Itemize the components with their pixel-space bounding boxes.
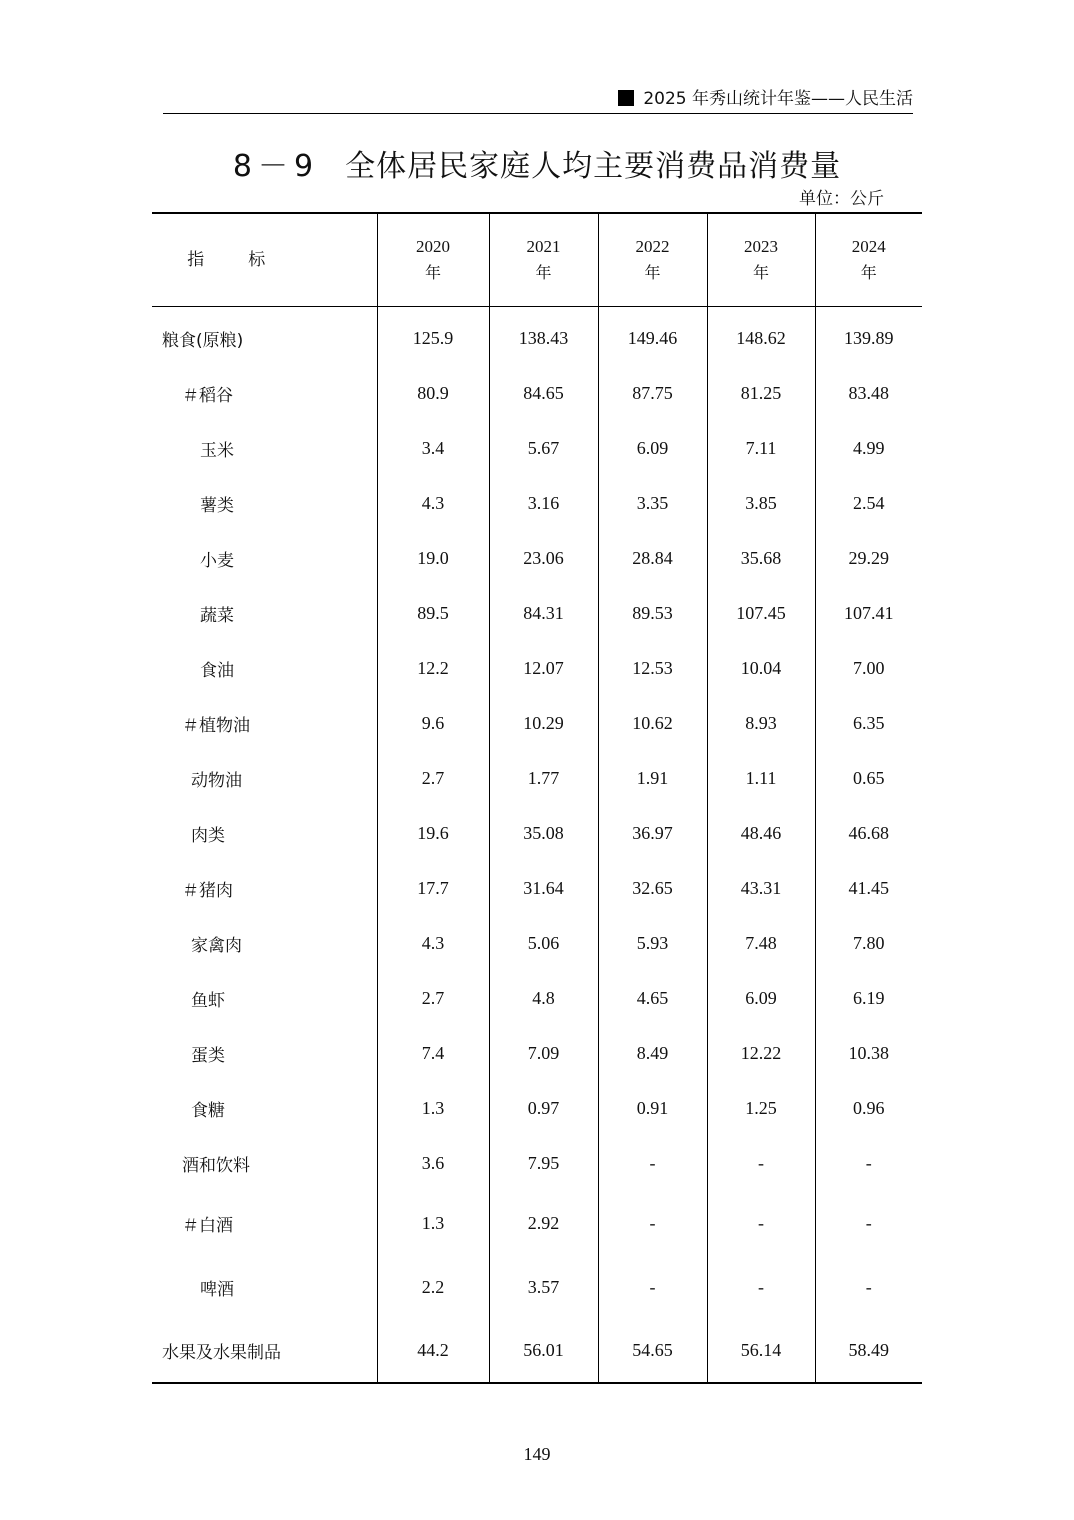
table-cell: 149.46 — [598, 307, 707, 367]
table-cell: 35.08 — [489, 806, 598, 861]
table-cell: 10.62 — [598, 696, 707, 751]
year-number: 2022 — [635, 237, 670, 256]
table-cell: 3.4 — [377, 421, 489, 476]
table-cell: 8.49 — [598, 1026, 707, 1081]
year-unit: 年 — [424, 263, 441, 282]
indicator-header-text: 指标 — [187, 250, 310, 270]
table-cell: 12.53 — [598, 641, 707, 696]
unit-label: 单位：公斤 — [799, 189, 884, 209]
row-label: 蛋类 — [191, 1046, 225, 1066]
table-cell: 2.54 — [815, 476, 922, 531]
row-label: 肉类 — [191, 826, 225, 846]
year-column-header — [707, 213, 815, 307]
row-label: ＃稻谷 — [182, 386, 233, 406]
table-cell: 148.62 — [707, 307, 815, 367]
table-cell: 3.6 — [377, 1136, 489, 1191]
table-cell: 3.16 — [489, 476, 598, 531]
table-cell: 23.06 — [489, 531, 598, 586]
table-cell: 43.31 — [707, 861, 815, 916]
table-cell: 7.00 — [815, 641, 922, 696]
table-cell: 0.96 — [815, 1081, 922, 1136]
table-cell: 138.43 — [489, 307, 598, 367]
table-row — [152, 1255, 922, 1319]
table-cell: 56.14 — [707, 1319, 815, 1383]
table-cell: 12.07 — [489, 641, 598, 696]
table-cell: 2.2 — [377, 1255, 489, 1319]
row-label: 动物油 — [191, 771, 242, 791]
table-cell: - — [598, 1191, 707, 1255]
table-cell: 10.04 — [707, 641, 815, 696]
table-cell: 8.93 — [707, 696, 815, 751]
table-cell: 5.06 — [489, 916, 598, 971]
table-cell: 84.65 — [489, 366, 598, 421]
year-unit: 年 — [752, 263, 769, 282]
table-cell: 36.97 — [598, 806, 707, 861]
black-square-icon — [618, 90, 634, 106]
table-cell: 83.48 — [815, 366, 922, 421]
row-label: ＃猪肉 — [182, 881, 233, 901]
consumption-table — [152, 212, 922, 1384]
table-cell: 35.68 — [707, 531, 815, 586]
table-title: 全体居民家庭人均主要消费品消费量 — [345, 149, 842, 185]
table-cell: 4.3 — [377, 916, 489, 971]
row-label: ＃植物油 — [182, 716, 250, 736]
year-number: 2023 — [744, 237, 778, 256]
table-cell: 139.89 — [815, 307, 922, 367]
table-cell: 81.25 — [707, 366, 815, 421]
row-label: 蔬菜 — [200, 606, 234, 626]
table-cell: 4.99 — [815, 421, 922, 476]
table-cell: 0.65 — [815, 751, 922, 806]
table-cell: 19.6 — [377, 806, 489, 861]
table-row — [152, 531, 922, 586]
year-number: 2020 — [416, 237, 450, 256]
table-cell: 2.7 — [377, 751, 489, 806]
table-cell: 0.97 — [489, 1081, 598, 1136]
table-cell: 7.09 — [489, 1026, 598, 1081]
row-label: 玉米 — [200, 441, 234, 461]
table-cell: 1.25 — [707, 1081, 815, 1136]
table-cell: - — [815, 1255, 922, 1319]
table-row — [152, 751, 922, 806]
table-cell: 6.19 — [815, 971, 922, 1026]
row-label: 鱼虾 — [191, 991, 225, 1011]
table-cell: 2.92 — [489, 1191, 598, 1255]
table-row — [152, 696, 922, 751]
table-cell: - — [707, 1191, 815, 1255]
row-label: 家禽肉 — [191, 936, 242, 956]
table-cell: 4.8 — [489, 971, 598, 1026]
table-cell: 6.35 — [815, 696, 922, 751]
table-cell: 1.3 — [377, 1081, 489, 1136]
table-cell: 7.48 — [707, 916, 815, 971]
table-cell: 84.31 — [489, 586, 598, 641]
row-label: 小麦 — [200, 551, 234, 571]
table-cell: 19.0 — [377, 531, 489, 586]
year-unit: 年 — [860, 263, 877, 282]
table-cell: 29.29 — [815, 531, 922, 586]
table-cell: - — [598, 1255, 707, 1319]
table-row — [152, 307, 922, 367]
table-cell: 3.57 — [489, 1255, 598, 1319]
row-label: 食油 — [200, 661, 234, 681]
table-cell: 41.45 — [815, 861, 922, 916]
table-cell: 6.09 — [598, 421, 707, 476]
table-number: 8－9 — [232, 149, 320, 185]
table-cell: 1.3 — [377, 1191, 489, 1255]
table-cell: 31.64 — [489, 861, 598, 916]
table-row — [152, 1136, 922, 1191]
table-row — [152, 1191, 922, 1255]
running-header-text: 2025 年秀山统计年鉴——人民生活 — [643, 89, 913, 109]
table-row — [152, 1319, 922, 1383]
table-row — [152, 641, 922, 696]
table-cell: 107.45 — [707, 586, 815, 641]
table-cell: 44.2 — [377, 1319, 489, 1383]
table-cell: 32.65 — [598, 861, 707, 916]
table-cell: 89.5 — [377, 586, 489, 641]
page-number: 149 — [523, 1444, 551, 1464]
table-cell: - — [815, 1191, 922, 1255]
row-label: 食糖 — [191, 1101, 225, 1121]
year-column-header — [815, 213, 922, 307]
table-cell: 10.29 — [489, 696, 598, 751]
table-cell: 87.75 — [598, 366, 707, 421]
table-row — [152, 1081, 922, 1136]
year-column-header — [377, 213, 489, 307]
table-cell: 58.49 — [815, 1319, 922, 1383]
table-cell: 0.91 — [598, 1081, 707, 1136]
year-unit: 年 — [644, 263, 661, 282]
table-cell: 56.01 — [489, 1319, 598, 1383]
page-title — [0, 146, 1074, 188]
table-cell: 46.68 — [815, 806, 922, 861]
table-cell: 7.95 — [489, 1136, 598, 1191]
table-cell: 7.80 — [815, 916, 922, 971]
year-number: 2024 — [851, 237, 886, 256]
row-label: 薯类 — [200, 496, 234, 516]
table-cell: - — [707, 1136, 815, 1191]
table-cell: - — [707, 1255, 815, 1319]
table-cell: 2.7 — [377, 971, 489, 1026]
table-cell: 12.22 — [707, 1026, 815, 1081]
table-header — [152, 213, 922, 307]
running-header — [163, 86, 913, 114]
table-cell: 3.35 — [598, 476, 707, 531]
header-row — [152, 213, 922, 307]
table-cell: 1.91 — [598, 751, 707, 806]
table-cell: 80.9 — [377, 366, 489, 421]
year-number: 2021 — [526, 237, 561, 256]
table-cell: 1.11 — [707, 751, 815, 806]
table-cell: - — [815, 1136, 922, 1191]
table-cell: 5.67 — [489, 421, 598, 476]
row-label: 粮食(原粮) — [162, 331, 244, 351]
table-cell: 4.65 — [598, 971, 707, 1026]
table-cell: 4.3 — [377, 476, 489, 531]
indicator-column-header — [152, 213, 377, 307]
table-cell: 17.7 — [377, 861, 489, 916]
table-cell: 107.41 — [815, 586, 922, 641]
table-cell: 89.53 — [598, 586, 707, 641]
table-cell: 9.6 — [377, 696, 489, 751]
table-cell: 5.93 — [598, 916, 707, 971]
table-cell: 7.11 — [707, 421, 815, 476]
table-row — [152, 916, 922, 971]
table-row — [152, 1026, 922, 1081]
table-cell: 12.2 — [377, 641, 489, 696]
row-label: ＃白酒 — [182, 1215, 233, 1236]
table-cell: 10.38 — [815, 1026, 922, 1081]
table-body — [152, 307, 922, 1384]
table-cell: 7.4 — [377, 1026, 489, 1081]
table-row — [152, 366, 922, 421]
table-row — [152, 421, 922, 476]
row-label: 水果及水果制品 — [162, 1343, 281, 1363]
table-row — [152, 971, 922, 1026]
table-row — [152, 586, 922, 641]
table-cell: 48.46 — [707, 806, 815, 861]
row-label: 酒和饮料 — [182, 1156, 250, 1176]
table-cell: 54.65 — [598, 1319, 707, 1383]
table-row — [152, 806, 922, 861]
year-column-header — [598, 213, 707, 307]
table-cell: 3.85 — [707, 476, 815, 531]
table-cell: 28.84 — [598, 531, 707, 586]
table-cell: 6.09 — [707, 971, 815, 1026]
table-row — [152, 861, 922, 916]
table-cell: - — [598, 1136, 707, 1191]
table-cell: 1.77 — [489, 751, 598, 806]
table-row — [152, 476, 922, 531]
row-label: 啤酒 — [200, 1279, 234, 1300]
year-unit: 年 — [535, 263, 552, 282]
table-cell: 125.9 — [377, 307, 489, 367]
year-column-header — [489, 213, 598, 307]
